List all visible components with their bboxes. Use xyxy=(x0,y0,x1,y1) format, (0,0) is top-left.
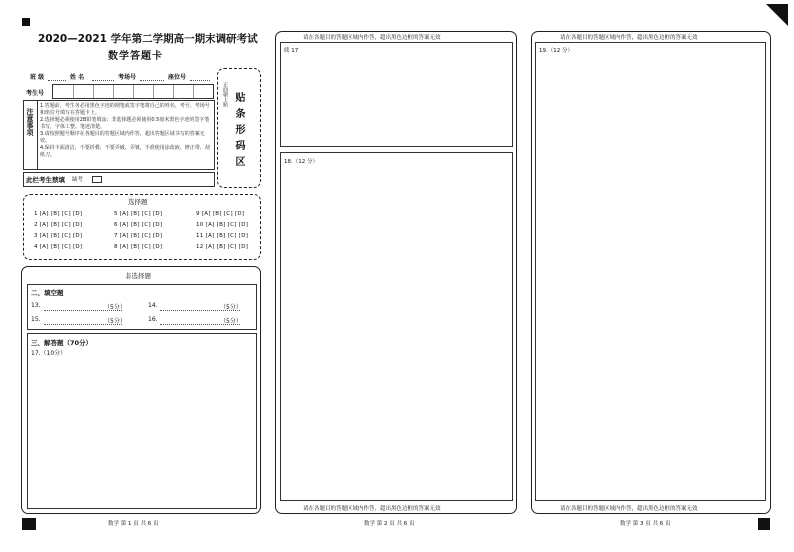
footer-page-3: 数学 第 3 页 共 6 页 xyxy=(620,521,671,527)
absent-bubble[interactable] xyxy=(92,176,102,183)
notice-text xyxy=(40,103,210,159)
notice-item-4: 4.保持卡面清洁，不要折叠，不要弄破、弄皱，不准使用涂改液、修正带、刮纸刀。 xyxy=(40,145,210,158)
notice-label xyxy=(24,108,36,139)
q17-answer-area[interactable] xyxy=(27,333,257,509)
notice-divider xyxy=(37,100,38,169)
choice-q11[interactable]: 11 [A] [B] [C] [D] xyxy=(196,233,249,239)
q14-answer-line[interactable] xyxy=(160,310,240,311)
name-label: 姓 名 xyxy=(70,74,85,81)
choice-q5[interactable]: 5 [A] [B] [C] [D] xyxy=(114,211,163,217)
exam-no-label: 考场号 xyxy=(118,74,137,81)
footer-page-2: 数学 第 2 页 共 6 页 xyxy=(364,521,415,527)
page2-bottom-warning: 请在各题目的答题区域内作答，超出黑色边框的答案无效 xyxy=(303,506,441,512)
answer-section-title: 三、解答题（70分） xyxy=(31,339,93,347)
notice-item-3: 3.请按照题号顺序在各题目的答题区域内作答，超出答题区域书写的答案无效。 xyxy=(40,131,205,144)
q16-answer-line[interactable] xyxy=(160,324,240,325)
q19-answer-area[interactable] xyxy=(535,42,766,501)
student-no-label: 考生号 xyxy=(26,90,45,97)
page2-top-warning: 请在各题目的答题区域内作答，超出黑色边框的答案无效 xyxy=(303,35,441,41)
absent-code: 缺考 xyxy=(72,177,84,183)
choice-q12[interactable]: 12 [A] [B] [C] [D] xyxy=(196,244,249,250)
choice-q2[interactable]: 2 [A] [B] [C] [D] xyxy=(34,222,83,228)
q19-label: 19.（12 分） xyxy=(539,48,573,54)
choice-q6[interactable]: 6 [A] [B] [C] [D] xyxy=(114,222,163,228)
q13-label: 13. xyxy=(31,302,41,309)
card-subtitle: 数学答题卡 xyxy=(108,51,163,62)
barcode-side-label: 正面朝上贴 xyxy=(222,82,228,107)
class-label: 班 级 xyxy=(30,74,45,81)
page3-top-warning: 请在各题目的答题区域内作答，超出黑色边框的答案无效 xyxy=(560,35,698,41)
q14-label: 14. xyxy=(148,302,158,309)
q14-points: （5分） xyxy=(220,304,242,311)
seat-label: 座位号 xyxy=(168,74,187,81)
q15-label: 15. xyxy=(31,316,41,323)
corner-mark-bottom-left xyxy=(22,518,36,530)
q15-answer-line[interactable] xyxy=(44,324,122,325)
q18-answer-area[interactable] xyxy=(280,152,513,501)
notice-label-text: 注意事项 xyxy=(26,108,34,136)
barcode-side-text xyxy=(222,82,229,107)
fill-in-title: 二、填空题 xyxy=(31,289,64,297)
class-field[interactable] xyxy=(48,80,66,81)
notice-item-2: 2.选择题必须使用2B铅笔填涂；非选择题必须使用0.5毫米黑色字迹的签字笔书写，字体工整、笔迹清楚。 xyxy=(40,117,210,130)
corner-mark-top-left xyxy=(22,18,30,26)
choice-q10[interactable]: 10 [A] [B] [C] [D] xyxy=(196,222,249,228)
choice-q9[interactable]: 9 [A] [B] [C] [D] xyxy=(196,211,245,217)
nonchoice-title: 非选择题 xyxy=(125,272,151,280)
corner-mark-top-right xyxy=(766,4,788,26)
barcode-title-text: 贴条形码区 xyxy=(233,92,244,172)
choice-q8[interactable]: 8 [A] [B] [C] [D] xyxy=(114,244,163,250)
q16-label: 16. xyxy=(148,316,158,323)
choice-title: 选择题 xyxy=(128,198,148,206)
absent-label: 此栏考生禁填 xyxy=(26,176,65,184)
exam-no-field[interactable] xyxy=(140,80,164,81)
notice-item-1: 1.答题前，考生务必用黑色字迹的钢笔或签字笔将自己的姓名、考号、考场号和座位号填写在答题卡上。 xyxy=(40,103,210,116)
q16-points: （5分） xyxy=(220,318,242,325)
choice-q7[interactable]: 7 [A] [B] [C] [D] xyxy=(114,233,163,239)
barcode-title xyxy=(231,92,246,172)
q18-label: 18.（12 分） xyxy=(284,159,318,165)
q17-label: 17.（10分） xyxy=(31,350,67,357)
choice-q1[interactable]: 1 [A] [B] [C] [D] xyxy=(34,211,83,217)
page3-bottom-warning: 请在各题目的答题区域内作答，超出黑色边框的答案无效 xyxy=(560,506,698,512)
footer-page-1: 数学 第 1 页 共 6 页 xyxy=(108,521,159,527)
choice-q3[interactable]: 3 [A] [B] [C] [D] xyxy=(34,233,83,239)
student-no-boxes[interactable] xyxy=(52,84,214,99)
seat-field[interactable] xyxy=(190,80,210,81)
exam-title: 2020—2021 学年第二学期高一期末调研考试 xyxy=(38,33,258,45)
q13-points: （5分） xyxy=(104,304,126,311)
q17-cont-label: 续 17 xyxy=(284,48,299,54)
q17-continuation-area[interactable] xyxy=(280,42,513,147)
corner-mark-bottom-right xyxy=(758,518,770,530)
choice-q4[interactable]: 4 [A] [B] [C] [D] xyxy=(34,244,83,250)
name-field[interactable] xyxy=(92,80,114,81)
q13-answer-line[interactable] xyxy=(44,310,122,311)
q15-points: （5分） xyxy=(104,318,126,325)
